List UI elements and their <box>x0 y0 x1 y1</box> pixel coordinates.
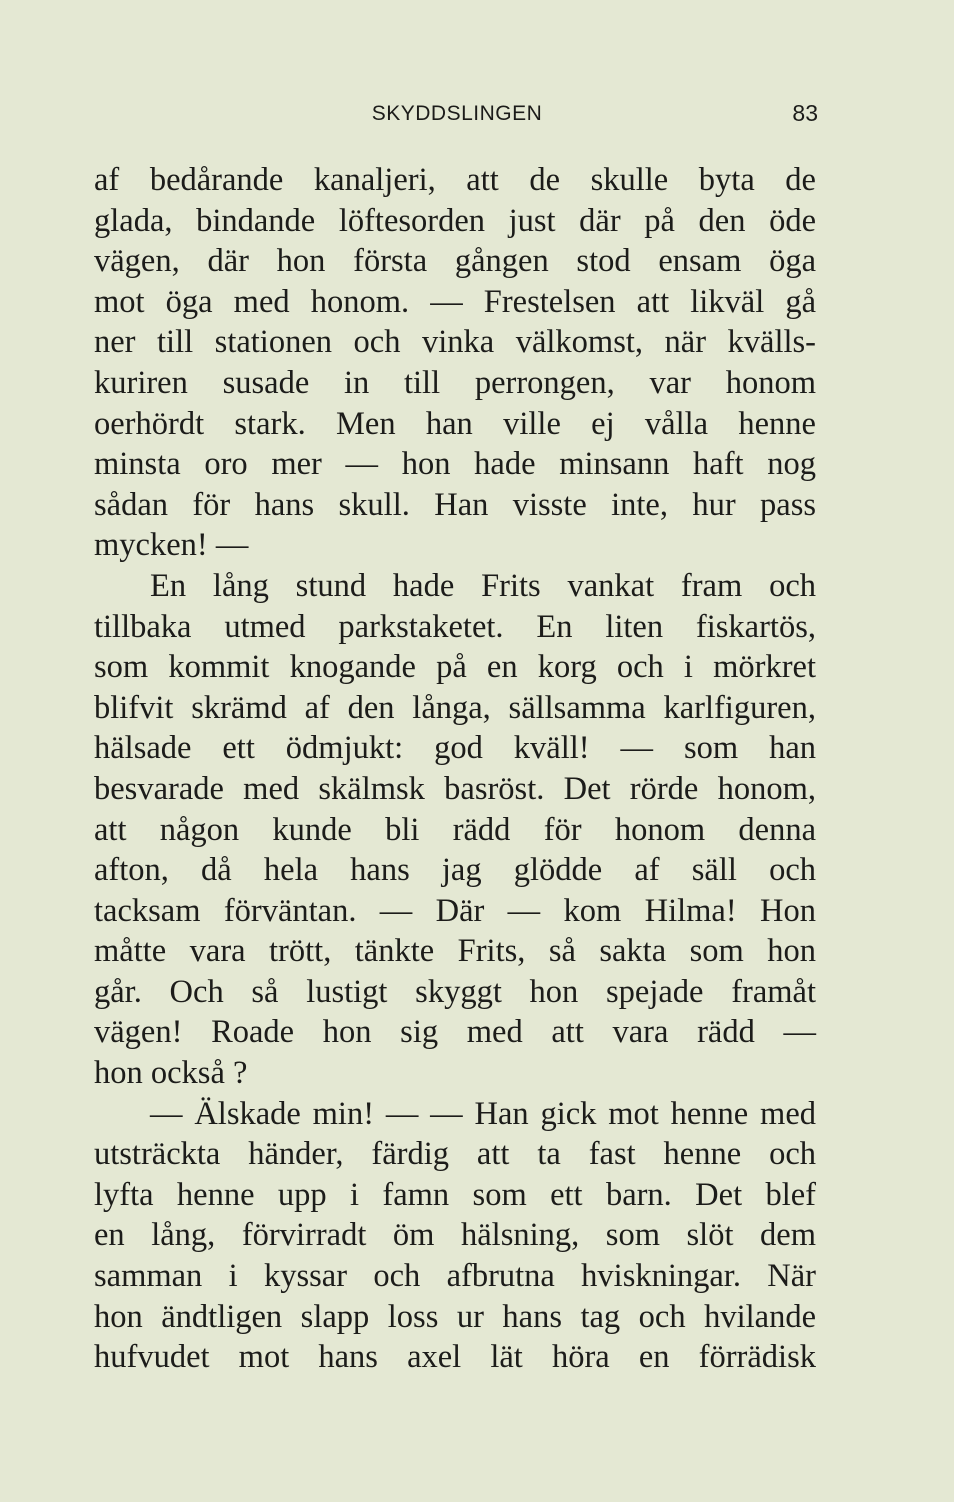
text-line: minsta oro mer — hon hade minsann haft nog <box>94 446 816 483</box>
text-line: kuriren susade in till perrongen, var honom <box>94 364 816 401</box>
text-line: — Älskade min! — — Han gick mot henne med <box>150 1095 816 1132</box>
text-line: ner till stationen och vinka välkomst, när kvälls- <box>94 324 816 361</box>
text-line: utsträckta händer, färdig att ta fast henne och <box>94 1136 816 1173</box>
text-line: glada, bindande löftesorden just där på den öde <box>94 202 816 239</box>
text-line: hon ändtligen slapp loss ur hans tag och hvilande <box>94 1298 816 1335</box>
text-line: tacksam förväntan. — Där — kom Hilma! Hon <box>94 892 816 929</box>
text-line: besvarade med skälmsk basröst. Det rörde honom, <box>94 770 816 807</box>
text-line: hon också ? <box>94 1055 248 1092</box>
text-line: vägen! Roade hon sig med att vara rädd — <box>94 1014 816 1051</box>
text-line: samman i kyssar och afbrutna hviskningar. När <box>94 1258 816 1295</box>
text-line: oerhördt stark. Men han ville ej vålla henne <box>94 405 816 442</box>
text-line: tillbaka utmed parkstaketet. En liten fiskartös, <box>94 608 816 645</box>
page-number: 83 <box>792 100 818 126</box>
text-line: mot öga med honom. — Frestelsen att likväl gå <box>94 283 816 320</box>
running-title: SKYDDSLINGEN <box>371 102 543 125</box>
text-line: en lång, förvirradt öm hälsning, som slöt dem <box>94 1217 816 1254</box>
text-line: afton, då hela hans jag glödde af säll och <box>94 852 816 889</box>
running-header <box>92 100 822 130</box>
text-line: lyfta henne upp i famn som ett barn. Det blef <box>94 1176 816 1213</box>
text-line: sådan för hans skull. Han visste inte, hur pass <box>94 486 816 523</box>
text-line: af bedårande kanaljeri, att de skulle byta de <box>94 162 816 198</box>
body-text <box>94 160 816 1378</box>
text-line: måtte vara trött, tänkte Frits, så sakta som hon <box>94 933 816 970</box>
text-line: hälsade ett ödmjukt: god kväll! — som han <box>94 730 816 767</box>
text-line: En lång stund hade Frits vankat fram och <box>150 567 816 604</box>
text-line: går. Och så lustigt skyggt hon spejade framåt <box>94 973 816 1010</box>
text-line: som kommit knogande på en korg och i mörkret <box>94 649 816 686</box>
text-line: mycken! — <box>94 527 249 564</box>
text-line: vägen, där hon första gången stod ensam öga <box>94 243 816 280</box>
text-line: att någon kunde bli rädd för honom denna <box>94 811 816 848</box>
text-line: hufvudet mot hans axel lät höra en förrädisk <box>94 1339 816 1376</box>
text-line: blifvit skrämd af den långa, sällsamma karlfiguren, <box>94 689 816 726</box>
